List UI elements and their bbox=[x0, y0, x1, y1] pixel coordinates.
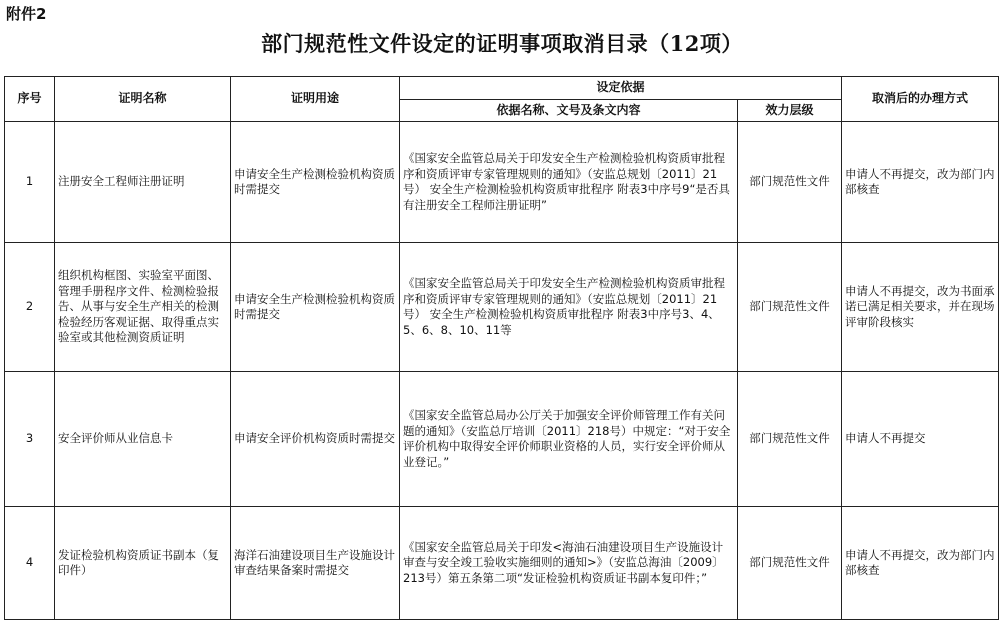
row-basis: 《国家安全监管总局关于印发安全生产检测检验机构资质审批程序和资质评审专家管理规则的通知》（安监总规划〔2011〕21号） 安全生产检测检验机构资质审批程序 附表3中序号9“是否具有注册安全工程师注册证明” bbox=[400, 122, 738, 243]
row-level: 部门规范性文件 bbox=[738, 122, 842, 243]
row-basis: 《国家安全监管总局办公厅关于加强安全评价师管理工作有关问题的通知》（安监总厅培训〔2011〕218号）中规定：“对于安全评价机构中取得安全评价师职业资格的人员，实行安全评价师从业登记。” bbox=[400, 372, 738, 507]
attachment-label: 附件2 bbox=[6, 5, 47, 23]
table-row bbox=[5, 243, 999, 372]
row-level: 部门规范性文件 bbox=[738, 507, 842, 620]
row-use: 申请安全评价机构资质时需提交 bbox=[231, 372, 400, 507]
table-row bbox=[5, 372, 999, 507]
page-title: 部门规范性文件设定的证明事项取消目录（12项） bbox=[261, 31, 743, 56]
header-seq: 序号 bbox=[5, 77, 55, 122]
row-after: 申请人不再提交，改为书面承诺已满足相关要求，并在现场评审阶段核实 bbox=[842, 243, 999, 372]
row-after: 申请人不再提交 bbox=[842, 372, 999, 507]
row-use: 申请安全生产检测检验机构资质时需提交 bbox=[231, 122, 400, 243]
row-basis: 《国家安全监管总局关于印发安全生产检测检验机构资质审批程序和资质评审专家管理规则的通知》（安监总规划〔2011〕21号） 安全生产检测检验机构资质审批程序 附表3中序号3、4、5、6、8、10、11等 bbox=[400, 243, 738, 372]
row-seq: 3 bbox=[5, 372, 55, 507]
row-name: 发证检验机构资质证书副本（复印件） bbox=[55, 507, 231, 620]
header-use: 证明用途 bbox=[231, 77, 400, 122]
row-seq: 4 bbox=[5, 507, 55, 620]
table-row bbox=[5, 122, 999, 243]
row-basis: 《国家安全监管总局关于印发<海油石油建设项目生产设施设计审查与安全竣工验收实施细则的通知>》（安监总海油〔2009〕213号）第五条第二项“发证检验机构资质证书副本复印件；” bbox=[400, 507, 738, 620]
row-name: 安全评价师从业信息卡 bbox=[55, 372, 231, 507]
table-row bbox=[5, 507, 999, 620]
row-level: 部门规范性文件 bbox=[738, 243, 842, 372]
row-after: 申请人不再提交，改为部门内部核查 bbox=[842, 507, 999, 620]
row-use: 海洋石油建设项目生产设施设计审查结果备案时需提交 bbox=[231, 507, 400, 620]
row-name: 注册安全工程师注册证明 bbox=[55, 122, 231, 243]
certificate-table bbox=[4, 76, 999, 620]
row-name: 组织机构框图、实验室平面图、管理手册程序文件、检测检验报告、从事与安全生产相关的检测检验经历客观证据、取得重点实验室或其他检测资质证明 bbox=[55, 243, 231, 372]
row-use: 申请安全生产检测检验机构资质时需提交 bbox=[231, 243, 400, 372]
header-name: 证明名称 bbox=[55, 77, 231, 122]
header-basis: 依据名称、文号及条文内容 bbox=[400, 99, 738, 122]
row-after: 申请人不再提交，改为部门内部核查 bbox=[842, 122, 999, 243]
header-level: 效力层级 bbox=[738, 99, 842, 122]
row-seq: 2 bbox=[5, 243, 55, 372]
header-basis-group: 设定依据 bbox=[400, 77, 842, 100]
header-after: 取消后的办理方式 bbox=[842, 77, 999, 122]
row-level: 部门规范性文件 bbox=[738, 372, 842, 507]
row-seq: 1 bbox=[5, 122, 55, 243]
